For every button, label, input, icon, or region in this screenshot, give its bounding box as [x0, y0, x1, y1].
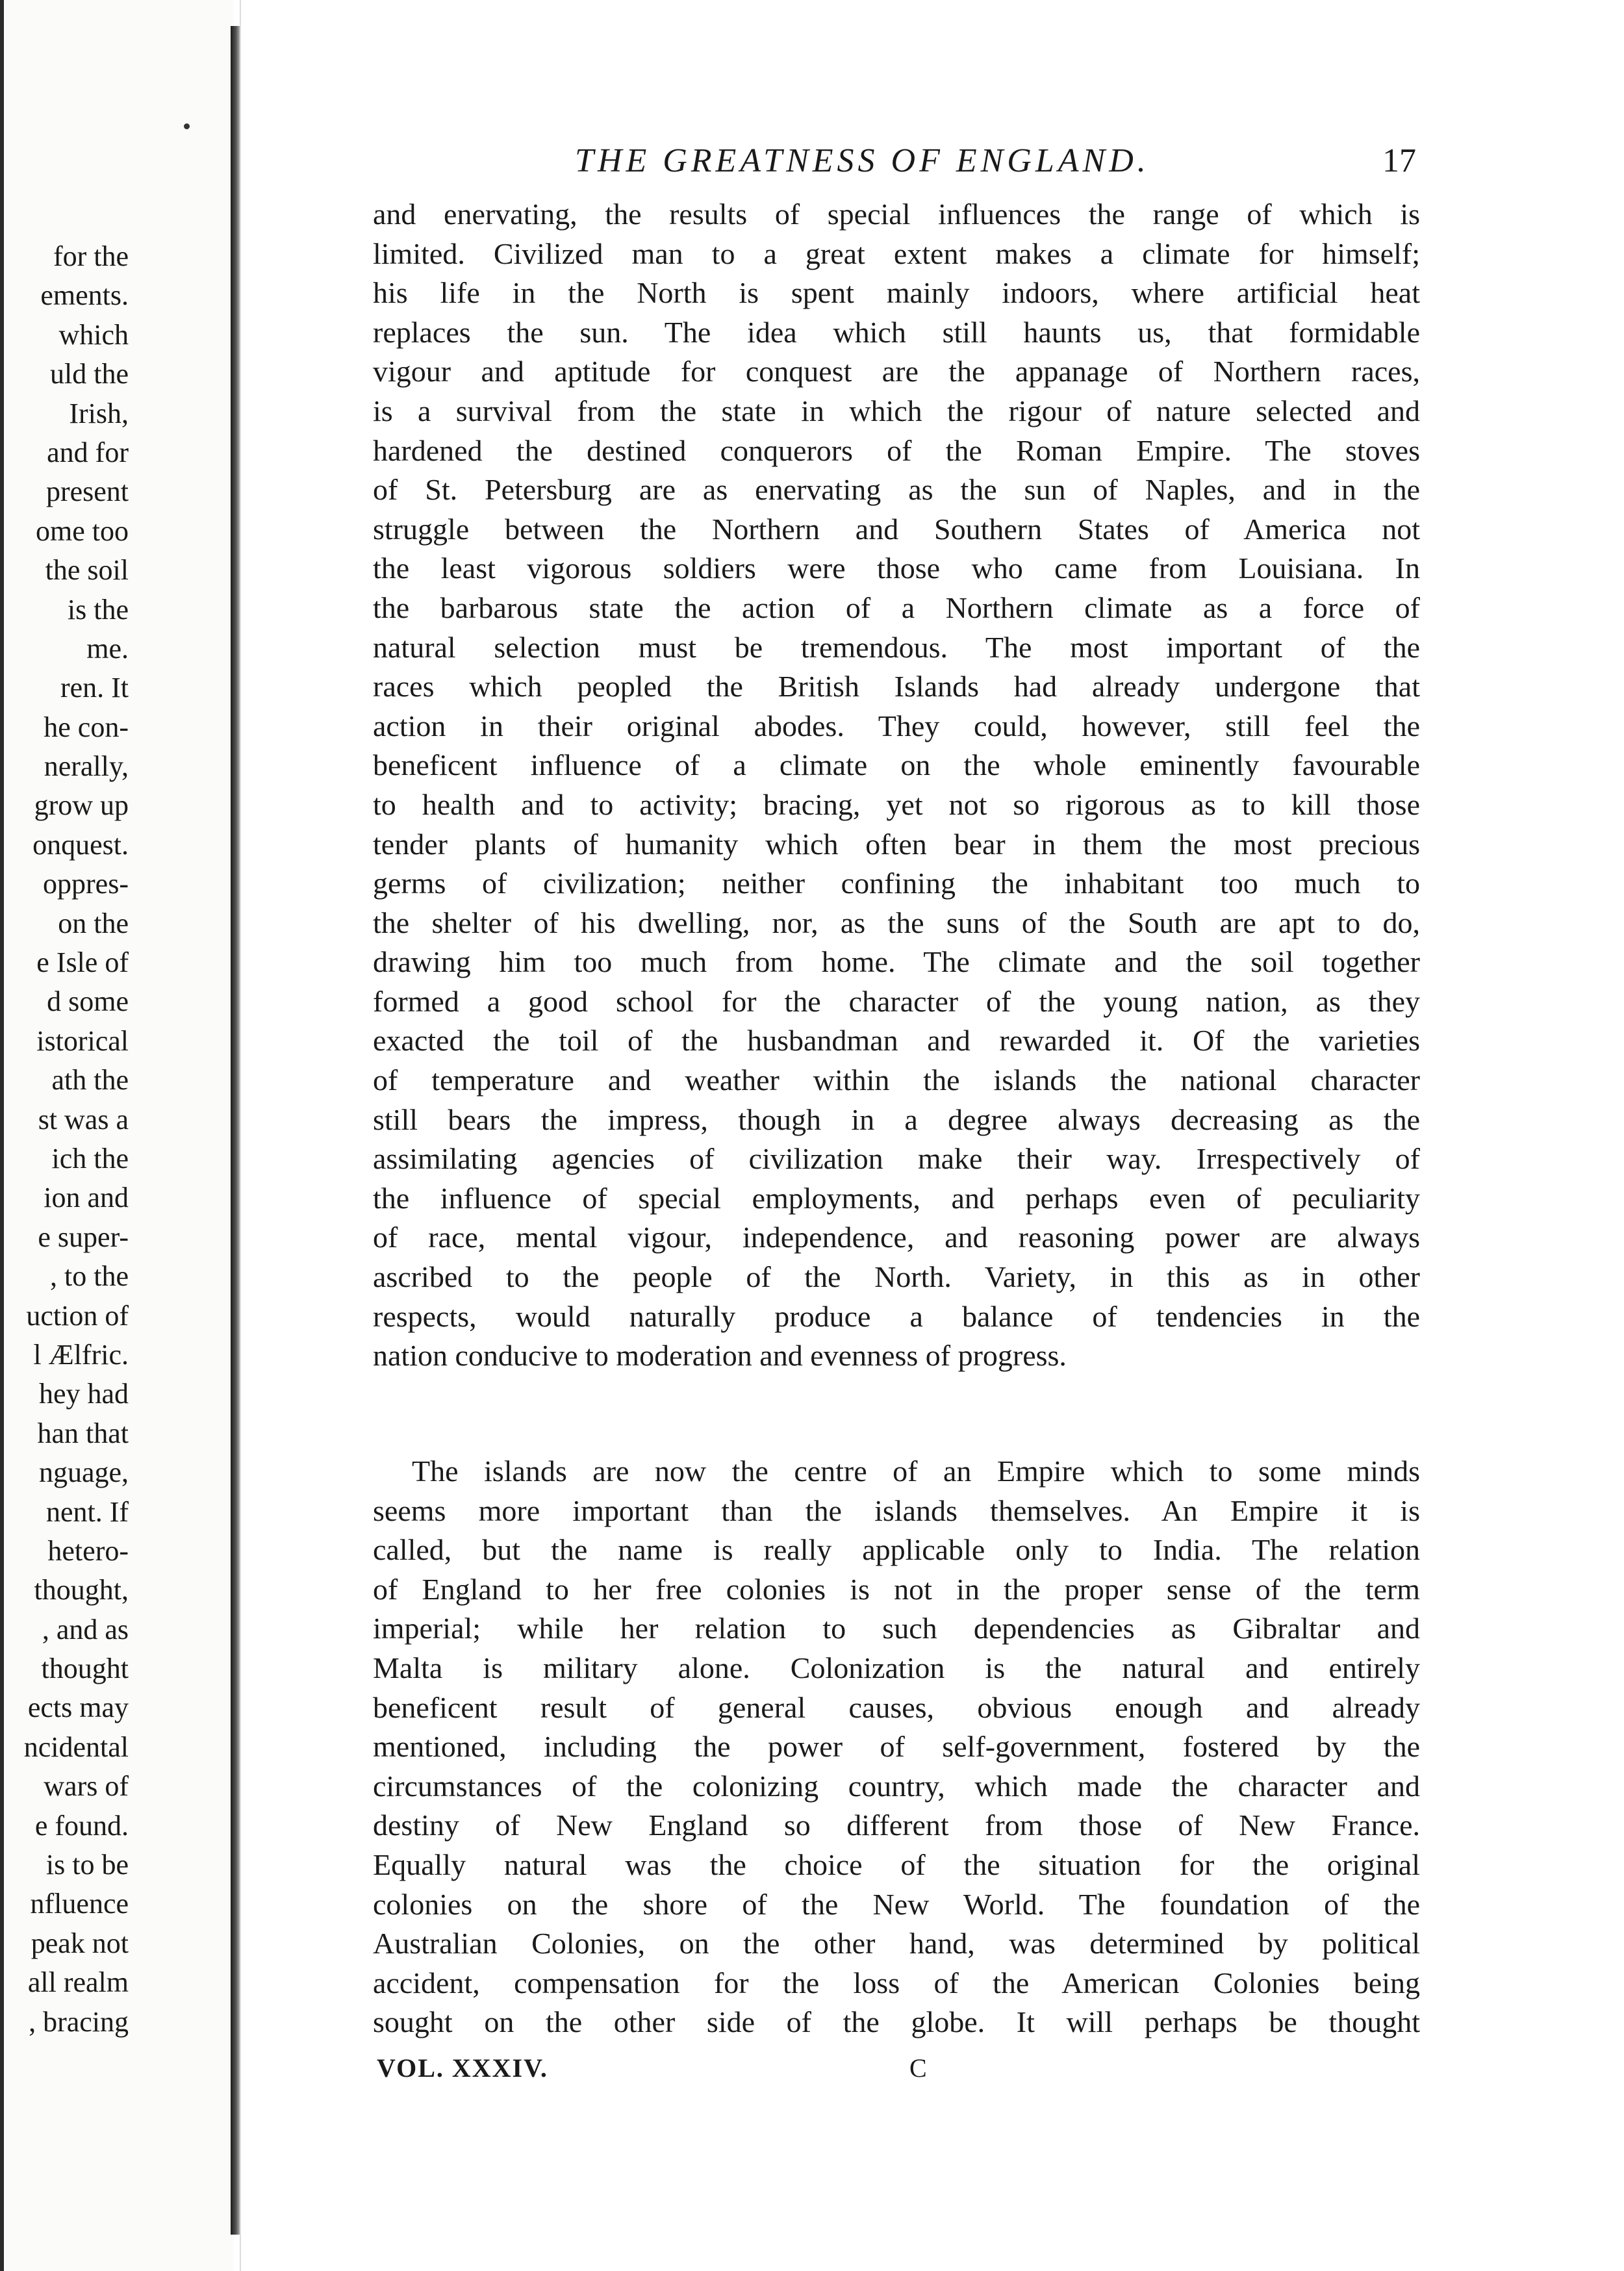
text-line: ascribed to the people of the North. Variety, in this as in other	[373, 1260, 1420, 1294]
text-line: of England to her free colonies is not in the proper sense of the term	[373, 1572, 1420, 1606]
running-title: THE GREATNESS OF ENGLAND.	[575, 142, 1150, 179]
paragraph-2	[373, 1452, 1420, 2042]
facing-page-line: ects may	[27, 1692, 129, 1724]
text-line: Malta is military alone. Colonization is the natural and entirely	[373, 1651, 1420, 1684]
facing-page-line: uld the	[50, 358, 129, 390]
text-line: colonies on the shore of the New World. The foundation of the	[373, 1887, 1420, 1921]
facing-page-line: ath the	[51, 1064, 129, 1097]
facing-page-line: oppres-	[43, 868, 129, 900]
facing-page-line: nfluence	[30, 1888, 129, 1920]
text-line: to health and to activity; bracing, yet not so rigorous as to kill those	[373, 787, 1420, 821]
facing-page-line: ome too	[36, 514, 129, 547]
text-line: of St. Petersburg are as enervating as the sun of Naples, and in the	[373, 473, 1420, 507]
text-line: his life in the North is spent mainly indoors, where artificial heat	[373, 276, 1420, 310]
facing-page-line: ion and	[44, 1182, 129, 1214]
text-line: the least vigorous soldiers were those who came from Louisiana. In	[373, 552, 1420, 585]
facing-page-line: Irish,	[69, 397, 129, 429]
facing-page-line: he con-	[44, 711, 129, 743]
facing-page	[0, 0, 234, 2271]
facing-page-line: peak not	[31, 1927, 129, 1959]
text-line: Equally natural was the choice of the situation for the original	[373, 1847, 1420, 1881]
facing-page-line: onquest.	[32, 828, 129, 861]
text-line: and enervating, the results of special influences the range of which is	[373, 197, 1420, 231]
facing-page-line: han that	[37, 1417, 129, 1449]
text-line: natural selection must be tremendous. The most important of the	[373, 630, 1420, 664]
text-line: hardened the destined conquerors of the Roman Empire. The stoves	[373, 433, 1420, 467]
facing-page-line: which	[58, 318, 129, 351]
text-line: struggle between the Northern and Southern States of America not	[373, 512, 1420, 546]
text-line: races which peopled the British Islands had already undergone that	[373, 670, 1420, 704]
facing-page-line: , bracing	[29, 2005, 129, 2038]
facing-page-line: hey had	[38, 1378, 129, 1410]
facing-page-line: grow up	[34, 789, 129, 822]
text-line: called, but the name is really applicable only to India. The relation	[373, 1533, 1420, 1567]
text-line: germs of civilization; neither confining the inhabitant too much to	[373, 867, 1420, 900]
text-line: exacted the toil of the husbandman and rewarded it. Of the varieties	[373, 1024, 1420, 1058]
text-line: accident, compensation for the loss of the American Colonies being	[373, 1966, 1420, 1999]
facing-page-line: nerally,	[44, 750, 129, 783]
text-line: of temperature and weather within the islands the national character	[373, 1063, 1420, 1097]
text-line: beneficent influence of a climate on the whole eminently favourable	[373, 748, 1420, 782]
text-line: The islands are now the centre of an Empire which to some minds	[412, 1454, 1420, 1488]
page-number: 17	[1382, 142, 1416, 179]
text-line: mentioned, including the power of self-government, fostered by the	[373, 1730, 1420, 1764]
facing-page-line: st was a	[38, 1103, 129, 1136]
facing-page-line: nguage,	[38, 1456, 129, 1489]
facing-page-line: all realm	[27, 1966, 129, 1999]
text-line: drawing him too much from home. The climate and the soil together	[373, 945, 1420, 979]
signature-mark: C	[909, 2053, 927, 2083]
text-line: tender plants of humanity which often bear in them the most precious	[373, 827, 1420, 861]
facing-page-line: , to the	[50, 1260, 129, 1293]
facing-page-line: e found.	[34, 1809, 129, 1842]
facing-page-line: hetero-	[47, 1534, 129, 1567]
text-line: assimilating agencies of civilization make their way. Irrespectively of	[373, 1142, 1420, 1176]
facing-page-line: uction of	[26, 1299, 129, 1332]
text-line: limited. Civilized man to a great extent makes a climate for himself;	[373, 236, 1420, 270]
facing-page-line: is to be	[45, 1849, 129, 1881]
text-line: formed a good school for the character of the young nation, as they	[373, 984, 1420, 1018]
text-line: is a survival from the state in which the rigour of nature selected and	[373, 394, 1420, 427]
facing-page-line: is the	[67, 593, 129, 626]
facing-page-line: and for	[47, 436, 129, 468]
facing-page-line: d some	[47, 985, 129, 1018]
facing-page-line: istorical	[36, 1024, 129, 1057]
text-line: respects, would naturally produce a balance of tendencies in the	[373, 1299, 1420, 1333]
volume-number: VOL. XXXIV.	[377, 2053, 548, 2083]
facing-page-line: nent. If	[45, 1495, 129, 1528]
text-line: nation conducive to moderation and evenness of progress.	[373, 1339, 1067, 1373]
text-line: the shelter of his dwelling, nor, as the suns of the South are apt to do,	[373, 906, 1420, 939]
scan-edge	[0, 0, 4, 2271]
text-line: still bears the impress, though in a degree always decreasing as the	[373, 1102, 1420, 1136]
facing-page-line: thought,	[34, 1574, 129, 1606]
facing-page-line: e Isle of	[36, 946, 129, 979]
facing-page-line: me.	[86, 632, 129, 665]
facing-page-line: ncidental	[23, 1731, 129, 1763]
facing-page-line: thought	[41, 1653, 129, 1685]
text-line: destiny of New England so different from those of New France.	[373, 1808, 1420, 1842]
text-line: Australian Colonies, on the other hand, was determined by political	[373, 1927, 1420, 1960]
text-line: replaces the sun. The idea which still haunts us, that formidable	[373, 315, 1420, 349]
facing-page-line: wars of	[44, 1770, 129, 1803]
facing-page-line: , and as	[42, 1613, 129, 1645]
ink-speck	[184, 123, 190, 129]
facing-page-line: e super-	[38, 1221, 129, 1253]
text-line: vigour and aptitude for conquest are the appanage of Northern races,	[373, 355, 1420, 388]
text-line: imperial; while her relation to such dependencies as Gibraltar and	[373, 1612, 1420, 1645]
text-line: beneficent result of general causes, obvious enough and already	[373, 1690, 1420, 1724]
book-gutter	[231, 26, 240, 2235]
text-line: the barbarous state the action of a Northern climate as a force of	[373, 590, 1420, 624]
facing-page-line: ich the	[51, 1142, 129, 1174]
facing-page-line: ements.	[40, 279, 129, 312]
text-line: sought on the other side of the globe. It will perhaps be thought	[373, 2005, 1420, 2039]
running-header	[575, 142, 1416, 181]
facing-page-line: ren. It	[60, 672, 129, 704]
facing-page-line: for the	[53, 240, 129, 272]
facing-page-text	[24, 237, 129, 2042]
text-line: of race, mental vigour, independence, and reasoning power are always	[373, 1221, 1420, 1254]
text-line: circumstances of the colonizing country, which made the character and	[373, 1769, 1420, 1803]
text-line: action in their original abodes. They could, however, still feel the	[373, 709, 1420, 742]
facing-page-line: l Ælfric.	[33, 1338, 129, 1371]
facing-page-line: on the	[58, 907, 129, 939]
text-line: the influence of special employments, and perhaps even of peculiarity	[373, 1181, 1420, 1215]
paragraph-1	[373, 195, 1420, 1376]
page-footer	[377, 2053, 961, 2092]
facing-page-line: present	[45, 476, 129, 508]
text-line: seems more important than the islands themselves. An Empire it is	[373, 1493, 1420, 1527]
facing-page-line: the soil	[45, 554, 129, 587]
